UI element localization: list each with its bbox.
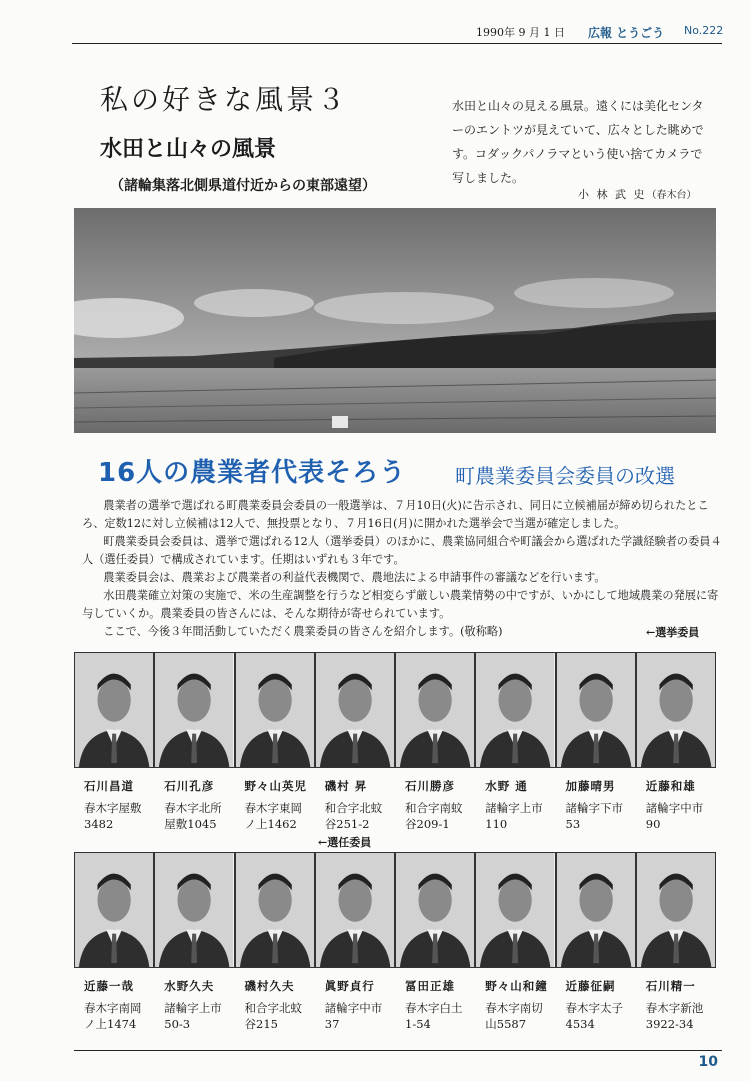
- member-address-number: 3922-34: [645, 1017, 694, 1031]
- portrait-photo: [475, 852, 555, 968]
- member-address-number: 50-3: [164, 1017, 191, 1031]
- member-address-number: 110: [485, 817, 508, 831]
- article-paragraph: 町農業委員会委員は、選挙で選ばれる12人（選挙委員）のほかに、農業協同組合や町議会から選ばれた学識経験者の委員４人（選任委員）で構成されています。任期はいずれも３年です。: [82, 535, 722, 566]
- member-name: 近藤一哉: [84, 979, 134, 993]
- portrait-photo: [636, 852, 716, 968]
- member-name: 近藤和雄: [645, 779, 696, 793]
- portrait-photo: [475, 652, 555, 768]
- member-card: [475, 852, 555, 1032]
- member-address: 春木字屋敷: [84, 801, 142, 815]
- appointed-members-label: ←選任委員: [318, 836, 372, 849]
- portrait-photo: [315, 852, 395, 968]
- member-address-number: 53: [565, 817, 581, 831]
- member-address-number: ノ上1462: [244, 817, 297, 831]
- member-address: 諸輪字上市: [485, 801, 543, 815]
- member-card: [395, 652, 475, 832]
- member-name: 石川精一: [645, 979, 696, 993]
- member-card: [556, 652, 636, 832]
- member-name: 近藤征嗣: [565, 979, 616, 993]
- header-rule: [72, 43, 722, 44]
- member-address: 諸輪字下市: [565, 801, 623, 815]
- member-address: 諸輪字中市: [645, 801, 704, 815]
- page-number: 10: [698, 1054, 718, 1070]
- member-name: 眞野貞行: [324, 979, 375, 993]
- portrait-photo: [74, 852, 154, 968]
- elected-members-grid: [74, 652, 716, 832]
- member-card: [235, 852, 315, 1032]
- publication-title: 広報 とうごう: [588, 26, 665, 40]
- member-address: 和合字北蚊: [324, 801, 383, 815]
- member-card: [235, 652, 315, 832]
- member-name: 石川昌道: [84, 779, 134, 793]
- feature-description: 水田と山々の見える風景。遠くには美化センターのエントツが見えていて、広々とした眺めです。コダックパノラマという使い捨てカメラで写しました。: [452, 99, 704, 185]
- portrait-photo: [556, 652, 636, 768]
- member-address: 和合字北蚊: [244, 1001, 302, 1015]
- member-address: 春木字南切: [485, 1001, 543, 1015]
- member-address: 春木字太子: [565, 1001, 623, 1015]
- portrait-photo: [235, 652, 315, 768]
- member-card: [74, 852, 154, 1032]
- member-address-number: 谷215: [244, 1017, 278, 1031]
- member-address-number: 90: [645, 817, 661, 831]
- credit-name: 小 林 武 史: [578, 188, 647, 201]
- member-name: 磯村久夫: [244, 979, 295, 993]
- member-card: [315, 652, 395, 832]
- member-address-number: 1-54: [405, 1017, 431, 1031]
- credit-place: （春木台）: [646, 190, 697, 201]
- member-name: 冨田正雄: [405, 979, 455, 993]
- elected-members-label: ←選挙委員: [646, 626, 700, 639]
- member-address-number: ノ上1474: [84, 1017, 137, 1031]
- member-card: [556, 852, 636, 1032]
- article-headline: 16人の農業者代表そろう: [98, 458, 407, 488]
- footer-rule: [74, 1050, 722, 1051]
- member-address-number: 山5587: [485, 1017, 527, 1031]
- portrait-photo: [235, 852, 315, 968]
- member-name: 野々山英児: [244, 779, 307, 793]
- member-address: 春木字南岡: [84, 1001, 142, 1015]
- member-name: 磯村 昇: [324, 779, 368, 793]
- portrait-photo: [154, 652, 234, 768]
- member-address: 春木字新池: [645, 1001, 704, 1015]
- member-card: [154, 652, 234, 832]
- article-paragraph: 農業者の選挙で選ばれる町農業委員会委員の一般選挙は、７月10日(火)に告示され、同日に立候補届が締め切られたところ、定数12に対し立候補は12人で、無投票となり、７月16日(月)に開かれた選挙会で当選が確定しました。: [82, 499, 709, 530]
- article-paragraph: 農業委員会は、農業および農業者の利益代表機関で、農地法による申請事件の審議などを行います。: [103, 571, 606, 584]
- member-address-number: 37: [324, 1017, 340, 1031]
- member-address: 和合字南蚊: [405, 801, 463, 815]
- issue-date: 1990年 9 月 1 日: [476, 26, 565, 39]
- member-address-number: 谷209-1: [405, 817, 450, 831]
- member-card: [315, 852, 395, 1032]
- member-address: 春木字北所: [164, 801, 222, 815]
- member-card: [154, 852, 234, 1032]
- member-address-number: 谷251-2: [324, 817, 370, 831]
- feature-caption: （諸輪集落北側県道付近からの東部遠望）: [110, 178, 376, 194]
- portrait-photo: [74, 652, 154, 768]
- member-card: [395, 852, 475, 1032]
- member-name: 加藤晴男: [565, 779, 616, 793]
- portrait-photo: [556, 852, 636, 968]
- member-card: [636, 852, 716, 1032]
- member-address-number: 4534: [565, 1017, 595, 1031]
- member-name: 野々山和鐘: [485, 979, 548, 993]
- member-address: 春木字東岡: [244, 801, 302, 815]
- article-subheadline: 町農業委員会委員の改選: [455, 464, 675, 488]
- member-card: [475, 652, 555, 832]
- portrait-photo: [636, 652, 716, 768]
- portrait-photo: [395, 852, 475, 968]
- feature-title: 私の好きな風景３: [100, 83, 349, 116]
- portrait-photo: [154, 852, 234, 968]
- feature-credit: [578, 186, 697, 202]
- article-paragraph: ここで、今後３年間活動していただく農業委員の皆さんを紹介します。(敬称略): [103, 625, 503, 638]
- member-address: 春木字白土: [405, 1001, 463, 1015]
- appointed-members-grid: [74, 852, 716, 1032]
- article-paragraph: 水田農業確立対策の実施で、米の生産調整を行うなど相変らず厳しい農業情勢の中ですが、いかにして地域農業の発展に寄与していくか。農業委員の皆さんには、そんな期待が寄せられています。: [82, 589, 719, 620]
- landscape-photo: [74, 208, 716, 433]
- article-body: [82, 497, 722, 641]
- member-address: 諸輪字中市: [324, 1001, 383, 1015]
- issue-number: No.222: [684, 24, 724, 37]
- member-name: 石川勝彦: [405, 779, 455, 793]
- member-name: 石川孔彦: [164, 779, 215, 793]
- member-name: 水野久夫: [164, 979, 215, 993]
- member-card: [636, 652, 716, 832]
- feature-subtitle: 水田と山々の風景: [100, 137, 277, 162]
- member-card: [74, 652, 154, 832]
- member-address-number: 屋敷1045: [164, 817, 217, 831]
- member-name: 水野 通: [485, 779, 528, 793]
- member-address: 諸輪字上市: [164, 1001, 222, 1015]
- member-address-number: 3482: [84, 817, 114, 831]
- portrait-photo: [395, 652, 475, 768]
- portrait-photo: [315, 652, 395, 768]
